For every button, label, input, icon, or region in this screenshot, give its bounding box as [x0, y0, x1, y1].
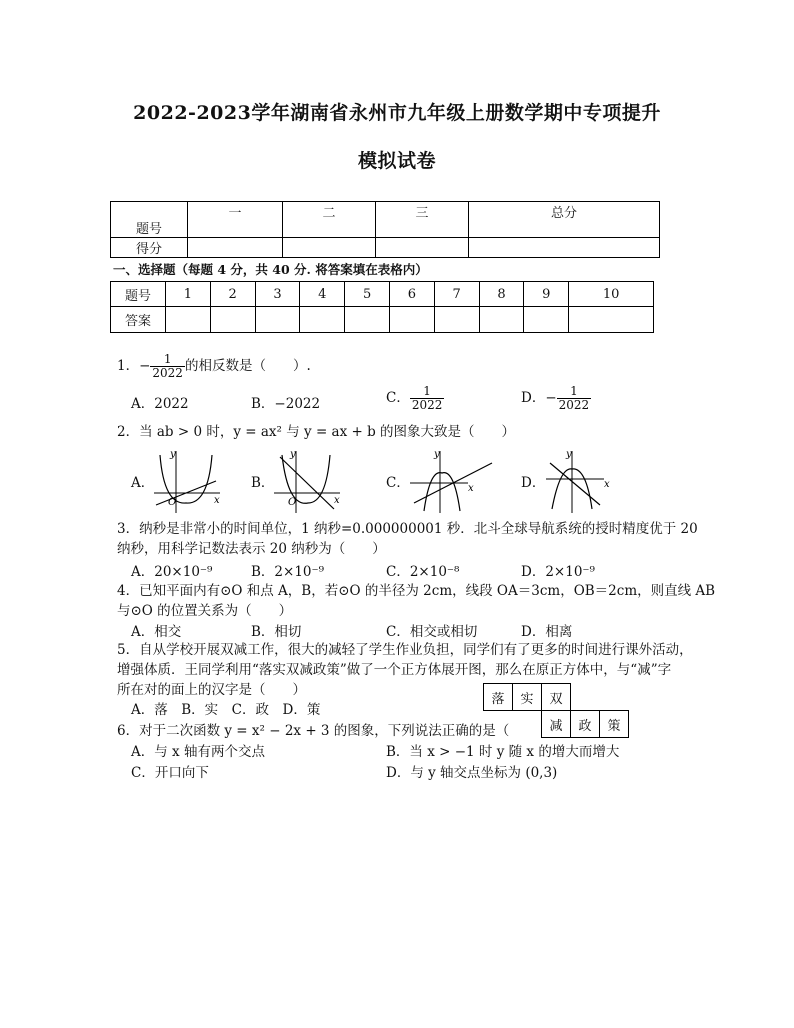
q2c-axis-x: x	[468, 483, 474, 494]
score-row1-label: 题号	[111, 202, 188, 238]
net-cell-shi: 实	[513, 684, 542, 711]
answer-cell[interactable]	[434, 307, 479, 333]
net-empty	[513, 711, 542, 738]
q1-d-fraction	[557, 385, 592, 412]
answer-number: 10	[569, 282, 654, 307]
q1-d-label: D．−	[521, 390, 557, 406]
q4-option-c: C．相交或相切	[386, 624, 478, 640]
q4-option-d: D．相离	[521, 624, 573, 640]
title-line-1: 2022-2023学年湖南省永州市九年级上册数学期中专项提升	[133, 102, 661, 124]
q2a-origin: O	[168, 497, 177, 508]
answer-cell[interactable]	[569, 307, 654, 333]
net-empty	[600, 684, 629, 711]
q3-option-c: C．2×10⁻⁸	[386, 564, 460, 580]
q6-option-d: D．与 y 轴交点坐标为 (0,3)	[386, 765, 558, 781]
q6-option-b: B．当 x > −1 时 y 随 x 的增大而增大	[386, 744, 620, 760]
q1-c-den: 2022	[411, 398, 443, 412]
q4-line-2: 与⊙O 的位置关系为（ ）	[117, 603, 293, 619]
score-cell	[188, 238, 283, 258]
q1-c-num: 1	[410, 385, 445, 399]
answer-cell[interactable]	[255, 307, 300, 333]
q1-d-den: 2022	[558, 398, 590, 412]
q2-graph-d	[542, 447, 616, 517]
answer-row2-label: 答案	[111, 307, 166, 333]
q1-minus: −	[139, 358, 151, 374]
q1-option-c	[386, 385, 444, 412]
q3-option-b: B．2×10⁻⁹	[251, 564, 325, 580]
q3-line-1: 3．纳秒是非常小的时间单位，1 纳秒=0.000000001 秒．北斗全球导航系统的授时精度优于 20	[117, 521, 698, 537]
q6-option-a: A．与 x 轴有两个交点	[131, 744, 265, 760]
q2a-axis-y: y	[170, 449, 176, 460]
q2b-axis-x: x	[334, 495, 340, 506]
answer-cell[interactable]	[345, 307, 390, 333]
answer-cell[interactable]	[166, 307, 211, 333]
answer-number: 6	[389, 282, 434, 307]
title-line-2: 模拟试卷	[357, 150, 436, 172]
answer-number: 1	[166, 282, 211, 307]
net-empty	[571, 684, 600, 711]
answer-cell[interactable]	[479, 307, 524, 333]
q6-option-c: C．开口向下	[131, 765, 209, 781]
net-cell-jian: 减	[542, 711, 571, 738]
q1-number: 1．	[117, 358, 140, 374]
score-col-1: 一	[188, 202, 283, 238]
q5-line-1: 5．自从学校开展双减工作，很大的减轻了学生作业负担，同学们有了更多的时间进行课外活动，	[117, 642, 693, 658]
q2-graph-b	[270, 447, 344, 517]
score-cell	[376, 238, 469, 258]
score-table	[110, 201, 660, 258]
answer-number: 9	[524, 282, 569, 307]
q5-line-2: 增强体质．王同学利用“落实双减政策”做了一个正方体展开图，那么在原正方体中，与“减”字	[117, 662, 672, 678]
answer-number: 8	[479, 282, 524, 307]
q4-option-a: A．相交	[131, 624, 182, 640]
q5-line-3: 所在对的面上的汉字是（ ）	[117, 682, 306, 698]
score-cell	[283, 238, 376, 258]
q4-line-1: 4．已知平面内有⊙O 和点 A，B，若⊙O 的半径为 2cm，线段 OA＝3cm，OB＝2cm，则直线 AB	[117, 583, 716, 599]
score-col-3: 三	[376, 202, 469, 238]
q1-text: 的相反数是（ ）.	[184, 358, 311, 374]
question-1	[117, 353, 311, 380]
net-cell-zheng: 政	[571, 711, 600, 738]
question-2: 2．当 ab > 0 时，y = ax² 与 y = ax + b 的图象大致是（ ）	[117, 424, 516, 440]
section1-heading: 一、选择题（每题 4 分，共 40 分. 将答案填在表格内）	[113, 262, 428, 277]
q2-option-d: D．	[521, 475, 546, 491]
q2-option-a: A．	[131, 475, 155, 491]
net-cell-ce: 策	[600, 711, 629, 738]
q2-option-c: C．	[386, 475, 410, 491]
answer-number: 5	[345, 282, 390, 307]
q1-option-a: A．2022	[131, 396, 189, 412]
net-cell-shuang: 双	[542, 684, 571, 711]
q1-option-b: B．−2022	[251, 396, 321, 412]
score-col-2: 二	[283, 202, 376, 238]
q1-frac-den: 2022	[152, 366, 183, 380]
score-row2-label: 得分	[111, 238, 188, 258]
q1-d-num: 1	[557, 385, 592, 399]
q2b-axis-y: y	[290, 449, 296, 460]
q4-option-b: B．相切	[251, 624, 302, 640]
q5-options: A．落 B．实 C．政 D．策	[131, 702, 321, 718]
answer-number: 4	[300, 282, 345, 307]
score-cell	[469, 238, 660, 258]
q1-c-fraction	[410, 385, 445, 412]
q1-frac-num: 1	[150, 353, 185, 367]
q3-line-2: 纳秒，用科学记数法表示 20 纳秒为（ ）	[117, 541, 386, 557]
net-cell-luo: 落	[484, 684, 513, 711]
answer-cell[interactable]	[300, 307, 345, 333]
q1-fraction	[150, 353, 185, 380]
q1-c-label: C．	[386, 390, 410, 406]
q2-option-b: B．	[251, 475, 275, 491]
q2d-axis-y: y	[566, 449, 572, 460]
q2-graph-a	[150, 447, 224, 517]
question-6: 6．对于二次函数 y = x² − 2x + 3 的图象，下列说法正确的是（	[117, 723, 510, 739]
q2d-axis-x: x	[604, 479, 610, 490]
answer-number: 2	[210, 282, 255, 307]
q2a-axis-x: x	[214, 495, 220, 506]
answer-table	[110, 281, 654, 333]
answer-cell[interactable]	[210, 307, 255, 333]
q1-option-d	[521, 385, 591, 412]
answer-cell[interactable]	[524, 307, 569, 333]
q2b-origin: O	[288, 497, 297, 508]
answer-cell[interactable]	[389, 307, 434, 333]
q3-option-d: D．2×10⁻⁹	[521, 564, 595, 580]
answer-number: 3	[255, 282, 300, 307]
score-col-total: 总分	[469, 202, 660, 238]
q3-option-a: A．20×10⁻⁹	[131, 564, 213, 580]
q2-graph-c	[406, 447, 496, 517]
answer-number: 7	[434, 282, 479, 307]
answer-row1-label: 题号	[111, 282, 166, 307]
q2c-axis-y: y	[434, 449, 440, 460]
